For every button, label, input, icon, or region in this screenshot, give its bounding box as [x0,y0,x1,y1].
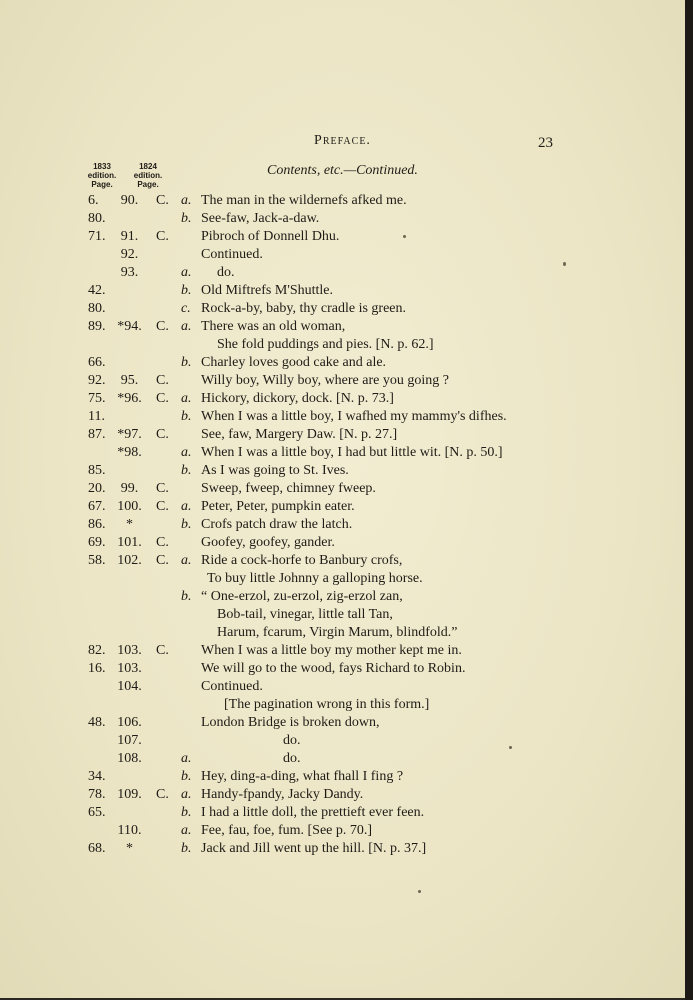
entry-letter: a. [181,553,192,568]
page-1833: 34. [88,769,106,784]
page-1824: 110. [117,823,142,838]
c-mark: C. [156,535,169,550]
contents-title: Contents, etc.—Continued. [267,163,418,178]
contents-row [0,732,685,750]
paper-speck [509,746,512,749]
contents-row [0,318,685,336]
page-number: 23 [538,135,553,151]
paper-speck [563,262,566,266]
c-mark: C. [156,229,169,244]
entry-text: Fee, fau, foe, fum. [See p. 70.] [201,823,373,838]
contents-row [0,498,685,516]
entry-text: We will go to the wood, fays Richard to Robin. [201,661,466,676]
entry-text: Pibroch of Donnell Dhu. [201,229,340,244]
entry-text: Continued. [201,679,263,694]
page-1824: 101. [117,535,142,550]
page-1833: 69. [88,535,106,550]
page-1833: 67. [88,499,106,514]
entry-letter: a. [181,391,192,406]
page-1833: 78. [88,787,106,802]
entry-letter: b. [181,463,192,478]
contents-row [0,714,685,732]
page-1824: 103. [117,661,142,676]
entry-text: do. [283,733,301,748]
c-mark: C. [156,553,169,568]
page-1824: *98. [117,445,142,460]
contents-row [0,228,685,246]
page-1824: 91. [120,229,139,244]
entry-text: When I was a little boy, I wafhed my mammy's difhes. [201,409,507,424]
entry-letter: b. [181,589,192,604]
page-edge [685,0,693,1000]
page-1833: 80. [88,301,106,316]
contents-row [0,642,685,660]
entry-text: She fold puddings and pies. [N. p. 62.] [217,337,434,352]
entry-text: Sweep, fweep, chimney fweep. [201,481,376,496]
entry-text: Old Miftrefs M'Shuttle. [201,283,334,298]
contents-row [0,390,685,408]
entry-letter: b. [181,409,192,424]
entry-text: Charley loves good cake and ale. [201,355,387,370]
entry-text: Jack and Jill went up the hill. [N. p. 37.] [201,841,427,856]
page-1833: 86. [88,517,106,532]
page-1824: 104. [117,679,142,694]
page-1833: 92. [88,373,106,388]
contents-row [0,246,685,264]
c-mark: C. [156,319,169,334]
page-1833: 11. [88,409,105,424]
contents-row [0,750,685,768]
page-1824: 109. [117,787,142,802]
contents-row [0,624,685,642]
page-1833: 6. [88,193,99,208]
entry-text: To buy little Johnny a galloping horse. [207,571,423,586]
entry-text: London Bridge is broken down, [201,715,380,730]
page-1824: * [126,517,133,532]
entry-letter: b. [181,769,192,784]
contents-row [0,552,685,570]
entry-text: do. [283,751,301,766]
entry-text: There was an old woman, [201,319,346,334]
page-1833: 85. [88,463,106,478]
contents-row [0,570,685,588]
c-mark: C. [156,499,169,514]
entry-letter: b. [181,517,192,532]
entry-text: Rock-a-by, baby, thy cradle is green. [201,301,406,316]
entry-text: See, faw, Margery Daw. [N. p. 27.] [201,427,398,442]
page-1824: 108. [117,751,142,766]
c-mark: C. [156,481,169,496]
page-1824: 107. [117,733,142,748]
paper-speck [403,235,406,238]
entry-text: “ One-erzol, zu-erzol, zig-erzol zan, [201,589,403,604]
c-mark: C. [156,427,169,442]
entry-text: When I was a little boy, I had but little wit. [N. p. 50.] [201,445,503,460]
entry-text: Goofey, goofey, gander. [201,535,335,550]
contents-row [0,534,685,552]
contents-row [0,678,685,696]
contents-row [0,408,685,426]
contents-row [0,192,685,210]
page-1833: 68. [88,841,106,856]
running-head: Preface. [314,133,371,148]
page-1833: 16. [88,661,106,676]
contents-row [0,768,685,786]
entry-text: Continued. [201,247,263,262]
edition-1824-head: 1824 edition. Page. [133,162,163,189]
page-1833: 71. [88,229,106,244]
entry-letter: b. [181,841,192,856]
entry-text: The man in the wildernefs afked me. [201,193,407,208]
contents-list [0,192,685,858]
contents-row [0,696,685,714]
entry-letter: a. [181,499,192,514]
entry-text: do. [217,265,235,280]
paper-speck [418,890,421,893]
contents-row [0,426,685,444]
contents-row [0,804,685,822]
entry-letter: c. [181,301,191,316]
page-1833: 89. [88,319,106,334]
page-1833: 58. [88,553,106,568]
contents-row [0,786,685,804]
page-1824: 106. [117,715,142,730]
page-1824: 103. [117,643,142,658]
contents-row [0,822,685,840]
contents-row [0,606,685,624]
page-1824: 95. [120,373,139,388]
page-1824: *94. [117,319,142,334]
page-1833: 42. [88,283,106,298]
contents-row [0,300,685,318]
page-1833: 66. [88,355,106,370]
contents-row [0,462,685,480]
page-1824: 102. [117,553,142,568]
entry-text: I had a little doll, the prettieft ever feen. [201,805,425,820]
entry-text: Peter, Peter, pumpkin eater. [201,499,355,514]
entry-text: Ride a cock-horfe to Banbury crofs, [201,553,403,568]
contents-row [0,444,685,462]
page-1833: 80. [88,211,106,226]
c-mark: C. [156,391,169,406]
page-1833: 48. [88,715,106,730]
c-mark: C. [156,193,169,208]
contents-row [0,372,685,390]
entry-text: Willy boy, Willy boy, where are you going ? [201,373,449,388]
page-1824: * [126,841,133,856]
page-1833: 75. [88,391,106,406]
page-1824: 99. [120,481,139,496]
page-1824: *97. [117,427,142,442]
page-1833: 87. [88,427,106,442]
entry-text: Bob-tail, vinegar, little tall Tan, [217,607,393,622]
c-mark: C. [156,643,169,658]
contents-row [0,516,685,534]
entry-text: Crofs patch draw the latch. [201,517,353,532]
entry-text: Hickory, dickory, dock. [N. p. 73.] [201,391,394,406]
entry-text: Harum, fcarum, Virgin Marum, blindfold.” [217,625,458,640]
contents-row [0,480,685,498]
entry-text: See-faw, Jack-a-daw. [201,211,320,226]
entry-text: Hey, ding-a-ding, what fhall I fing ? [201,769,404,784]
page-1824: 90. [120,193,139,208]
c-mark: C. [156,373,169,388]
contents-row [0,840,685,858]
contents-row [0,210,685,228]
contents-row [0,282,685,300]
page-1833: 82. [88,643,106,658]
entry-letter: a. [181,751,192,766]
contents-row [0,264,685,282]
entry-letter: a. [181,445,192,460]
entry-letter: a. [181,193,192,208]
page-1833: 65. [88,805,106,820]
entry-letter: a. [181,823,192,838]
page-1824: 92. [120,247,139,262]
entry-letter: b. [181,211,192,226]
entry-letter: b. [181,355,192,370]
page-1824: *96. [117,391,142,406]
entry-letter: b. [181,805,192,820]
entry-text: Handy-fpandy, Jacky Dandy. [201,787,364,802]
page-1833: 20. [88,481,106,496]
entry-letter: a. [181,319,192,334]
page-1824: 93. [120,265,139,280]
entry-letter: b. [181,283,192,298]
contents-row [0,588,685,606]
c-mark: C. [156,787,169,802]
edition-1833-head: 1833 edition. Page. [87,162,117,189]
entry-letter: a. [181,787,192,802]
entry-text: When I was a little boy my mother kept me in. [201,643,462,658]
page-1824: 100. [117,499,142,514]
contents-row [0,336,685,354]
entry-text: [The pagination wrong in this form.] [224,697,430,712]
entry-text: As I was going to St. Ives. [201,463,349,478]
contents-row [0,354,685,372]
contents-row [0,660,685,678]
entry-letter: a. [181,265,192,280]
